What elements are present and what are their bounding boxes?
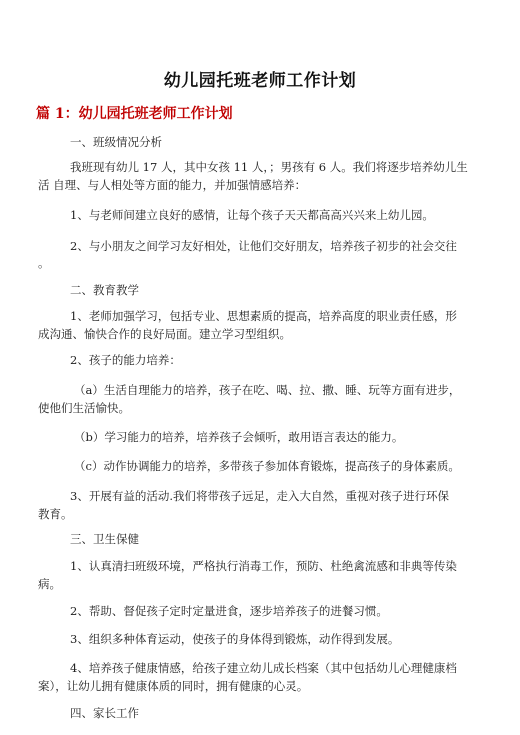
paragraph-line: 1、认真清扫班级环境，严格执行消毒工作，预防、杜绝禽流感和非典等传染 bbox=[70, 559, 457, 573]
paragraph-line: 教育。 bbox=[38, 507, 73, 521]
section-heading: 三、卫生保健 bbox=[70, 532, 139, 546]
section-heading: 四、家长工作 bbox=[70, 706, 139, 720]
paragraph-line: 案），让幼儿拥有健康体质的同时，拥有健康的心灵。 bbox=[38, 679, 309, 693]
paragraph-line: 活 自理、与人相处等方面的能力，并加强情感培养： bbox=[38, 178, 307, 192]
paragraph-line: 1、老师加强学习，包括专业、思想素质的提高，培养高度的职业责任感，形 bbox=[70, 309, 457, 323]
paragraph-line: 2、孩子的能力培养： bbox=[70, 353, 181, 367]
paragraph-line: （b）学习能力的培养，培养孩子会倾听，敢用语言表达的能力。 bbox=[74, 430, 404, 444]
paragraph-line: 2、帮助、督促孩子定时定量进食，逐步培养孩子的进餐习惯。 bbox=[70, 604, 388, 618]
paragraph-line: 2、与小朋友之间学习友好相处，让他们交好朋友，培养孩子初步的社会交往 bbox=[70, 239, 457, 253]
paragraph-line: 。 bbox=[38, 256, 50, 270]
paragraph-line: 3、开展有益的活动.我们将带孩子远足，走入大自然，重视对孩子进行环保 bbox=[70, 489, 449, 503]
paragraph-line: 成沟通、愉快合作的良好局面。建立学习型组织。 bbox=[38, 327, 291, 341]
paragraph-line: 病。 bbox=[38, 577, 61, 591]
paragraph-line: 使他们生活愉快。 bbox=[38, 401, 130, 415]
document-title: 幼儿园托班老师工作计划 bbox=[163, 71, 357, 91]
paragraph-line: 我班现有幼儿 17 人，其中女孩 11 人，；男孩有 6 人。我们将逐步培养幼儿生 bbox=[70, 160, 468, 174]
paragraph-line: 1、与老师间建立良好的感情，让每个孩子天天都高高兴兴来上幼儿园。 bbox=[70, 208, 434, 222]
paragraph-line: （c）动作协调能力的培养，多带孩子参加体育锻炼，提高孩子的身体素质。 bbox=[74, 459, 460, 473]
section-heading: 一、班级情况分析 bbox=[70, 135, 162, 149]
paragraph-line: 3、组织多种体育运动，使孩子的身体得到锻炼，动作得到发展。 bbox=[70, 632, 400, 646]
paragraph-line: 4、培养孩子健康情感，给孩子建立幼儿成长档案（其中包括幼儿心理健康档 bbox=[70, 661, 457, 675]
article-title: 篇 1：幼儿园托班老师工作计划 bbox=[36, 106, 233, 122]
paragraph-line: （a）生活自理能力的培养，孩子在吃、喝、拉、撒、睡、玩等方面有进步， bbox=[74, 383, 461, 397]
section-heading: 二、教育教学 bbox=[70, 283, 139, 297]
